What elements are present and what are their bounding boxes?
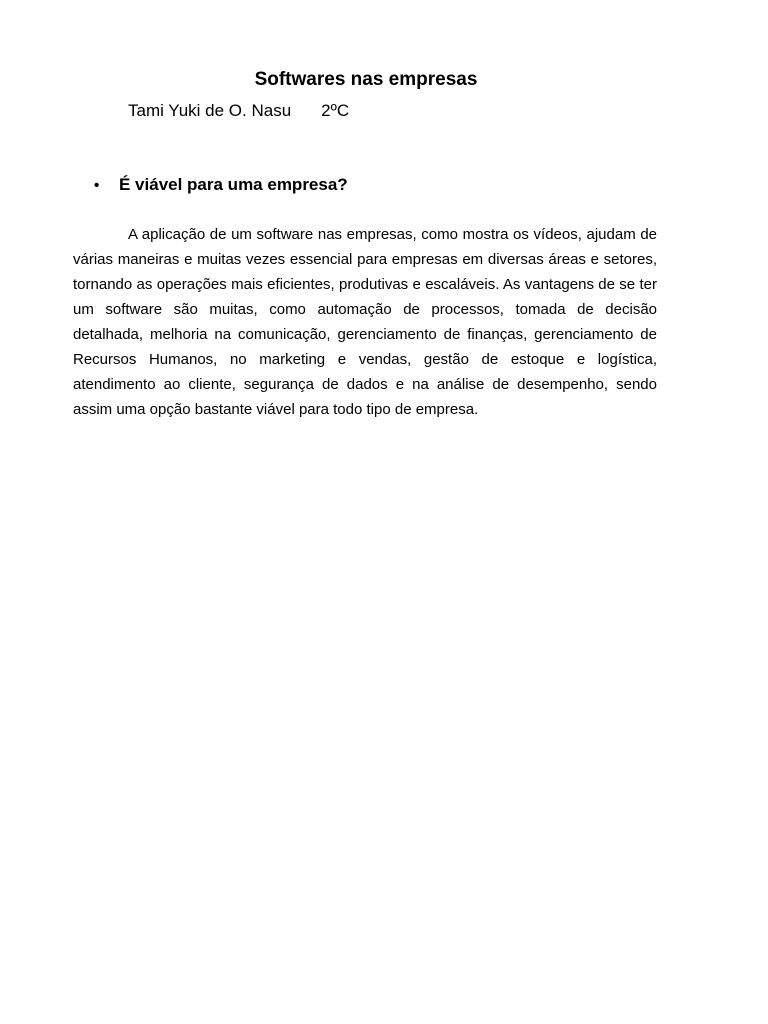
question-heading: É viável para uma empresa?: [119, 175, 348, 194]
bullet-icon: •: [94, 177, 100, 194]
author-line: [128, 100, 349, 122]
class-label: 2ºC: [321, 101, 350, 120]
author-name: Tami Yuki de O. Nasu: [128, 101, 292, 120]
body-paragraph: A aplicação de um software nas empresas, como mostra os vídeos, ajudam de várias maneiras e muitas vezes essencial para empresas em diversas áreas e setores, tornando as operações mais eficientes, produtivas e escaláveis. As vantagens de se ter um software são muitas, como automação de processos, tomada de decisão detalhada, melhoria na comunicação, gerenciamento de finanças, gerenciamento de Recursos Humanos, no marketing e vendas, gestão de estoque e logística, atendimento ao cliente, segurança de dados e na análise de desempenho, sendo assim uma opção bastante viável para todo tipo de empresa.: [73, 226, 657, 418]
question-bullet-item: [94, 174, 348, 197]
document-title: Softwares nas empresas: [254, 69, 478, 90]
